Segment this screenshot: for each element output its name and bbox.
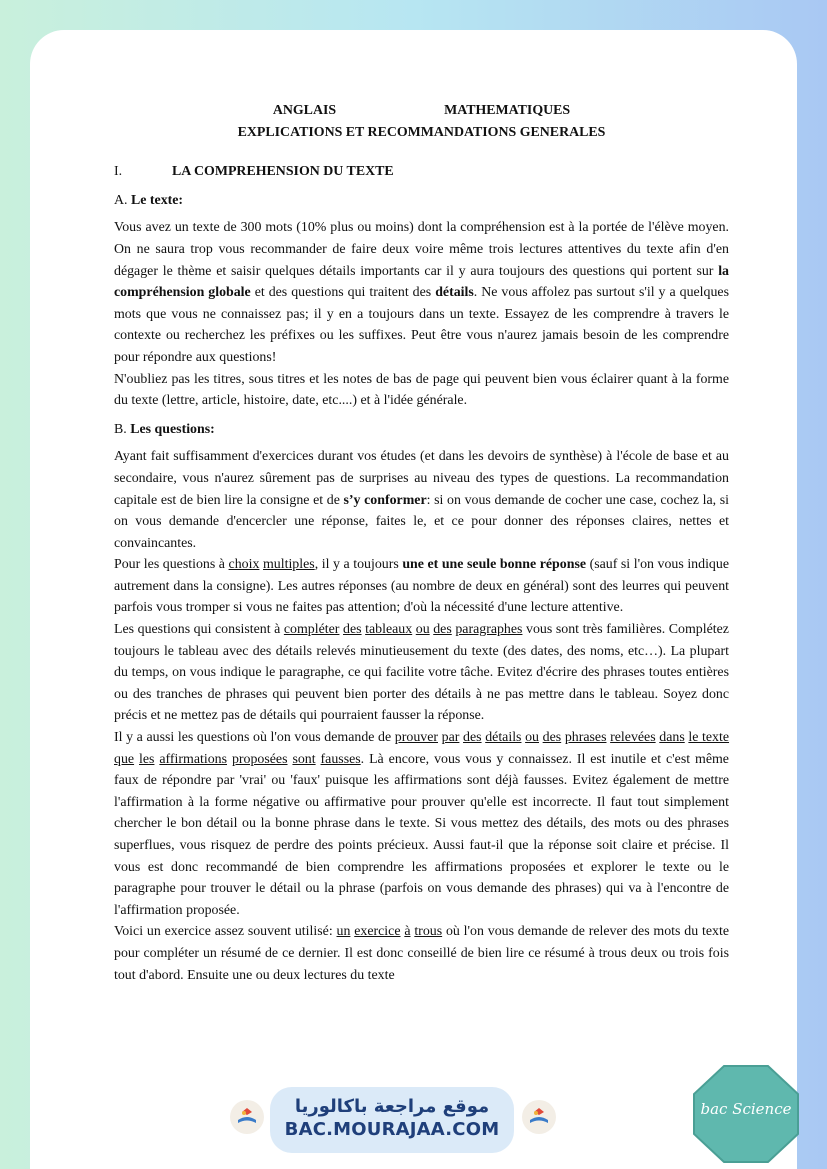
- part-a-title: Le texte:: [131, 192, 184, 208]
- underlined-word: des: [542, 730, 562, 746]
- part-a-heading: [114, 190, 729, 212]
- underlined-word: phrases: [564, 730, 607, 746]
- part-b-paragraph-1: Ayant fait suffisamment d'exercices durant vos études (et dans les devoirs de synthèse) à l'école de base et au secondaire, vous n'aurez sûrement pas de surprises au niveau des types de questions. La recommandation capitale est de bien lire la consigne et de s’y conformer: si on vous demande de cocher une case, cochez la, si on vous demande d'encercler une réponse, faites le, et ce pour donner des réponses claires, nettes et convaincantes.: [114, 449, 729, 551]
- part-b-paragraph-2: Pour les questions à choix multiples, il y a toujours une et une seule bonne réponse (sauf si l'on vous indique autrement dans la consigne). Les autres réponses (au nombre de deux en général) sont des leurres qui peuvent parfois vous tromper si vous ne faites pas attention; d'où la nécessité d'une lecture attentive.: [114, 557, 729, 616]
- subject-left: ANGLAIS: [272, 103, 337, 118]
- underlined-word: relevées: [610, 730, 656, 746]
- underlined-word: que: [114, 751, 135, 767]
- part-a-paragraph-1: Vous avez un texte de 300 mots (10% plus ou moins) dont la compréhension est à la portée de l'élève moyen. On ne saura trop vous recommander de faire deux voire même trois lectures attentives du texte afin d'en dégager le thème et saisir quelques détails importants car il y aura toujours des questions qui portent sur la compréhension globale et des questions qui traitent des détails. Ne vous affolez pas surtout s'il y a quelques mots que vous ne connaissez pas; il y en a toujours dans un texte. Essayez de les comprendre à travers le contexte ou recherchez les préfixes ou les suffixes. Peut être vous n'aurez jamais besoin de les comprendre pour répondre aux questions!: [114, 220, 729, 365]
- document-body: [114, 100, 729, 986]
- part-b-paragraph-5: Voici un exercice assez souvent utilisé: un exercice à trous où l'on vous demande de relever des mots du texte pour compléter un résumé de ce dernier. Il est donc conseillé de bien lire ce résumé à trous deux ou trois fois tout d'abord. Ensuite une ou deux lectures du texte: [114, 924, 729, 983]
- part-a-letter: A.: [114, 192, 128, 208]
- part-b-paragraph-4: Il y a aussi les questions où l'on vous demande de prouver par des détails ou des phrases relevées dans le texte que les affirmations proposées sont fausses. Là encore, vous vous y connaissez. Il est inutile et c'est même faux de répondre par 'vrai' ou 'faux' puisque les affirmations sont déjà fausses. Evitez également de mettre l'affirmation à la forme négative ou affirmative pour prouver qu'elle est incorrecte. Il faut tout simplement chercher le bon détail ou la bonne phrase dans le texte. Si vous mettez des détails, des mots ou des phrases superflues, vous risquez de perdre des points précieux. Aussi faut-il que la réponse soit claire et précise. Il vous est donc recommandé de bien comprendre les affirmations proposées et explorer le texte ou le paragraphe pour trouver le détail ou la phrase (parfois on vous demande des phrases) qui va à l'encontre de l'affirmation proposée.: [114, 730, 730, 918]
- section-number: I.: [114, 164, 123, 180]
- book-icon: [230, 1100, 264, 1134]
- underlined-word: le texte: [688, 730, 730, 746]
- book-icon: [522, 1100, 556, 1134]
- bac-science-badge: [692, 1064, 800, 1164]
- part-b-title: Les questions:: [130, 421, 215, 437]
- underlined-word: proposées: [231, 751, 288, 767]
- underlined-word: détails: [485, 730, 522, 746]
- underlined-word: affirmations: [159, 751, 228, 767]
- section-title: LA COMPREHENSION DU TEXTE: [172, 164, 394, 180]
- badge-label: bac Science: [700, 1100, 792, 1118]
- part-b-letter: B.: [114, 421, 127, 437]
- underlined-word: les: [139, 751, 155, 767]
- left-logo: [230, 1100, 264, 1134]
- section-heading: [114, 161, 729, 183]
- underlined-word: sont: [292, 751, 316, 767]
- underlined-word: ou: [525, 730, 539, 746]
- subject-right: MATHEMATIQUES: [444, 103, 571, 118]
- underlined-word: dans: [659, 730, 685, 746]
- right-logo: [522, 1100, 556, 1134]
- footer-banner[interactable]: [270, 1087, 514, 1153]
- page-sheet: [30, 30, 797, 1169]
- footer-site-link[interactable]: BAC.MOURAJAA.COM: [284, 1119, 500, 1140]
- underlined-word: par: [441, 730, 460, 746]
- document-header: [114, 100, 729, 122]
- underlined-word: des: [463, 730, 482, 746]
- part-b-paragraph-3: Les questions qui consistent à compléter des tableaux ou des paragraphes vous sont très familières. Complétez toujours le tableau avec des détails relevés minutieusement du texte (des dates, des noms, etc…). La plupart du temps, on vous indique le paragraphe, ce qui facilite votre tâche. Evitez d'écrire des phrases toutes entières ou des tranches de phrases qui peuvent bien porter des détails à ne pas mettre dans le tableau. Soyez donc précis et ne mettez pas de détails qui pourraient fausser la réponse.: [114, 622, 729, 724]
- document-title: EXPLICATIONS ET RECOMMANDATIONS GENERALES: [237, 124, 606, 140]
- underlined-word: fausses: [320, 751, 361, 767]
- part-b-heading: [114, 419, 729, 441]
- footer-arabic-title: موقع مراجعة باكالوريا: [294, 1096, 490, 1117]
- part-a-paragraph-2: N'oubliez pas les titres, sous titres et les notes de bas de page qui peuvent bien vous éclairer quant à la forme du texte (lettre, article, histoire, date, etc....) et à l'idée générale.: [114, 371, 729, 409]
- underlined-word: prouver: [394, 730, 438, 746]
